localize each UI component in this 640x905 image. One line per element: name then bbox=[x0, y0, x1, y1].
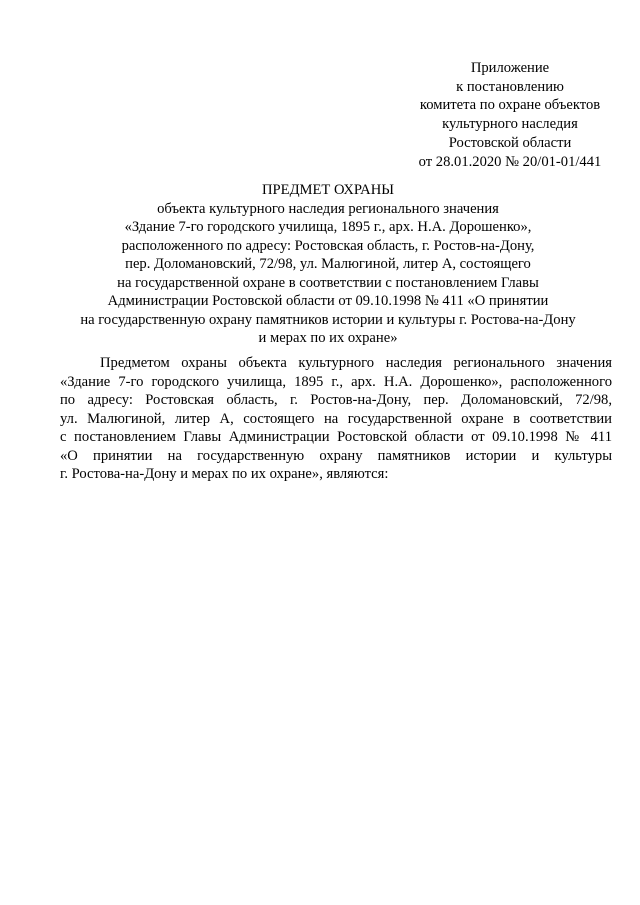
appendix-line: к постановлению bbox=[456, 78, 564, 95]
body-line: по адресу: Ростовская область, г. Ростов-на-Дону, пер. Доломановский, 72/98, bbox=[60, 392, 612, 408]
title-line: Администрации Ростовской области от 09.10.1998 № 411 «О принятии bbox=[107, 293, 549, 309]
appendix-line: Ростовской области bbox=[448, 134, 572, 151]
appendix-header bbox=[398, 59, 622, 171]
title-line: на государственной охране в соответствии с постановлением Главы bbox=[117, 274, 539, 291]
title-line: пер. Доломановский, 72/98, ул. Малюгиной, литер А, состоящего bbox=[125, 256, 531, 272]
body-line: с постановлением Главы Администрации Ростовской области от 09.10.1998 № 411 bbox=[60, 429, 612, 445]
appendix-line: комитета по охране объектов bbox=[419, 97, 601, 114]
body-line: «Здание 7-го городского училища, 1895 г., арх. Н.А. Дорошенко», расположенного bbox=[60, 373, 612, 390]
title-line: объекта культурного наследия регионального значения bbox=[157, 200, 499, 217]
title-line: расположенного по адресу: Ростовская область, г. Ростов-на-Дону, bbox=[121, 237, 535, 254]
appendix-line: от 28.01.2020 № 20/01-01/441 bbox=[418, 153, 602, 170]
document-heading: ПРЕДМЕТ ОХРАНЫ bbox=[262, 182, 394, 198]
appendix-line: культурного наследия bbox=[442, 116, 578, 133]
title-line: «Здание 7-го городского училища, 1895 г., арх. Н.А. Дорошенко», bbox=[124, 219, 532, 235]
title-line: и мерах по их охране» bbox=[258, 330, 398, 346]
appendix-line: Приложение bbox=[470, 60, 550, 76]
document-title-block bbox=[60, 181, 596, 348]
body-line: ул. Малюгиной, литер А, состоящего на государственной охране в соответствии bbox=[60, 410, 612, 427]
body-line: Предметом охраны объекта культурного наследия регионального значения bbox=[100, 355, 612, 371]
body-line: «О принятии на государственную охрану памятников истории и культуры bbox=[60, 447, 612, 464]
title-line: на государственную охрану памятников истории и культуры г. Ростова-на-Дону bbox=[80, 311, 576, 328]
body-paragraph bbox=[60, 354, 612, 484]
body-line: г. Ростова-на-Дону и мерах по их охране», являются: bbox=[60, 466, 389, 482]
